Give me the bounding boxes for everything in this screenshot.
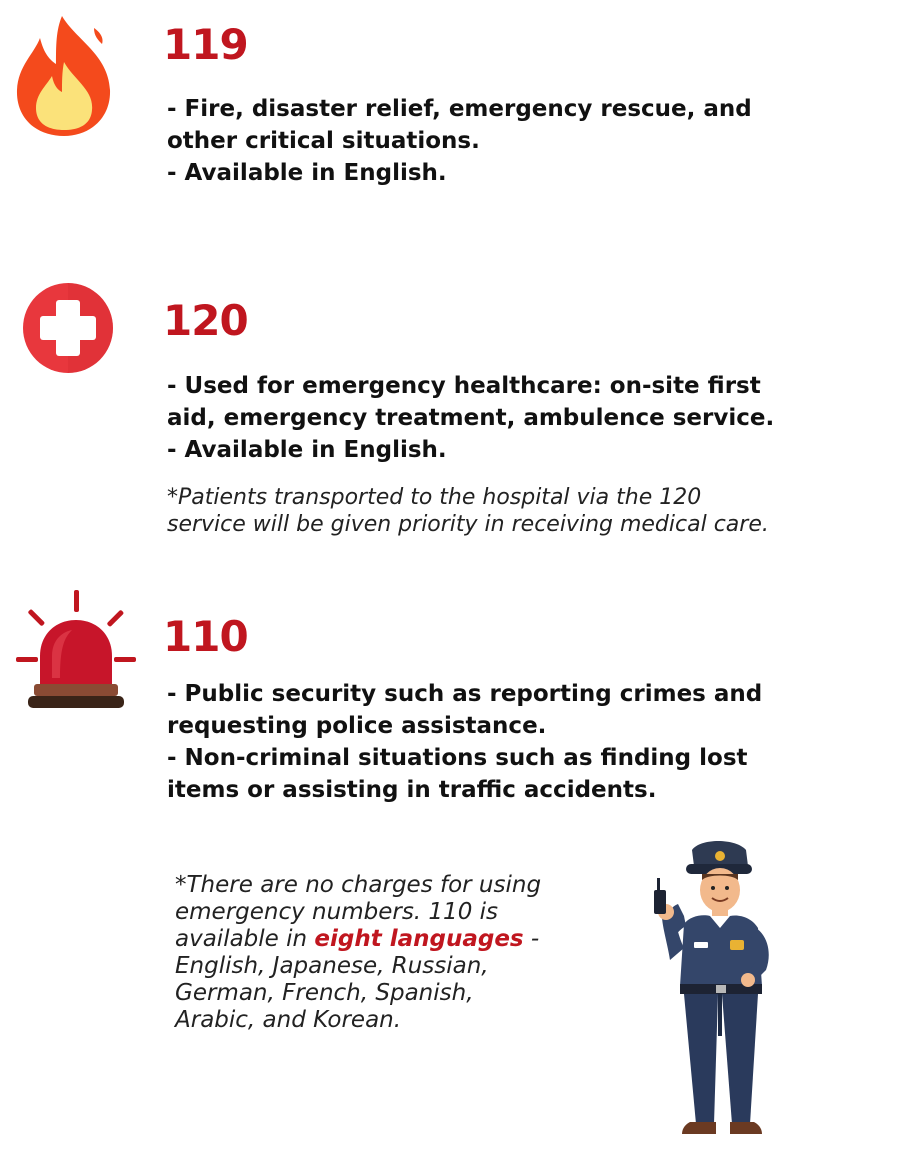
section-number: 119 (163, 20, 248, 69)
section-description (167, 678, 762, 806)
description-line: - Fire, disaster relief, emergency rescue, and (167, 96, 752, 122)
siren-icon (14, 588, 138, 714)
police-officer-icon (640, 836, 790, 1138)
eight-languages-highlight: eight languages (314, 926, 524, 952)
section-number: 110 (163, 612, 248, 661)
section-description (167, 370, 774, 466)
description-line: items or assisting in traffic accidents. (167, 777, 657, 803)
note-line: *Patients transported to the hospital via the 120 (167, 485, 702, 510)
description-line: - Available in English. (167, 437, 447, 463)
description-line: - Used for emergency healthcare: on-site first (167, 373, 761, 399)
languages-note (175, 872, 541, 1034)
note-line: emergency numbers. 110 is (175, 899, 499, 925)
note-text: - (523, 926, 540, 952)
note-line: English, Japanese, Russian, (175, 953, 489, 979)
fire-icon (12, 10, 116, 138)
section-description (167, 93, 752, 189)
note-text: available in (175, 926, 315, 952)
note-line: service will be given priority in receiving medical care. (167, 512, 769, 537)
medical-cross-icon (20, 280, 116, 376)
description-line: aid, emergency treatment, ambulence service. (167, 405, 775, 431)
note-line (175, 926, 541, 953)
note-line: Arabic, and Korean. (175, 1007, 402, 1033)
description-line: - Available in English. (167, 160, 447, 186)
note-line: German, French, Spanish, (175, 980, 474, 1006)
section-number: 120 (163, 296, 248, 345)
description-line: - Public security such as reporting crimes and (167, 681, 763, 707)
description-line: - Non-criminal situations such as finding lost (167, 745, 748, 771)
description-line: requesting police assistance. (167, 713, 547, 739)
section-note (167, 484, 769, 538)
note-line: *There are no charges for using (175, 872, 542, 898)
description-line: other critical situations. (167, 128, 480, 154)
